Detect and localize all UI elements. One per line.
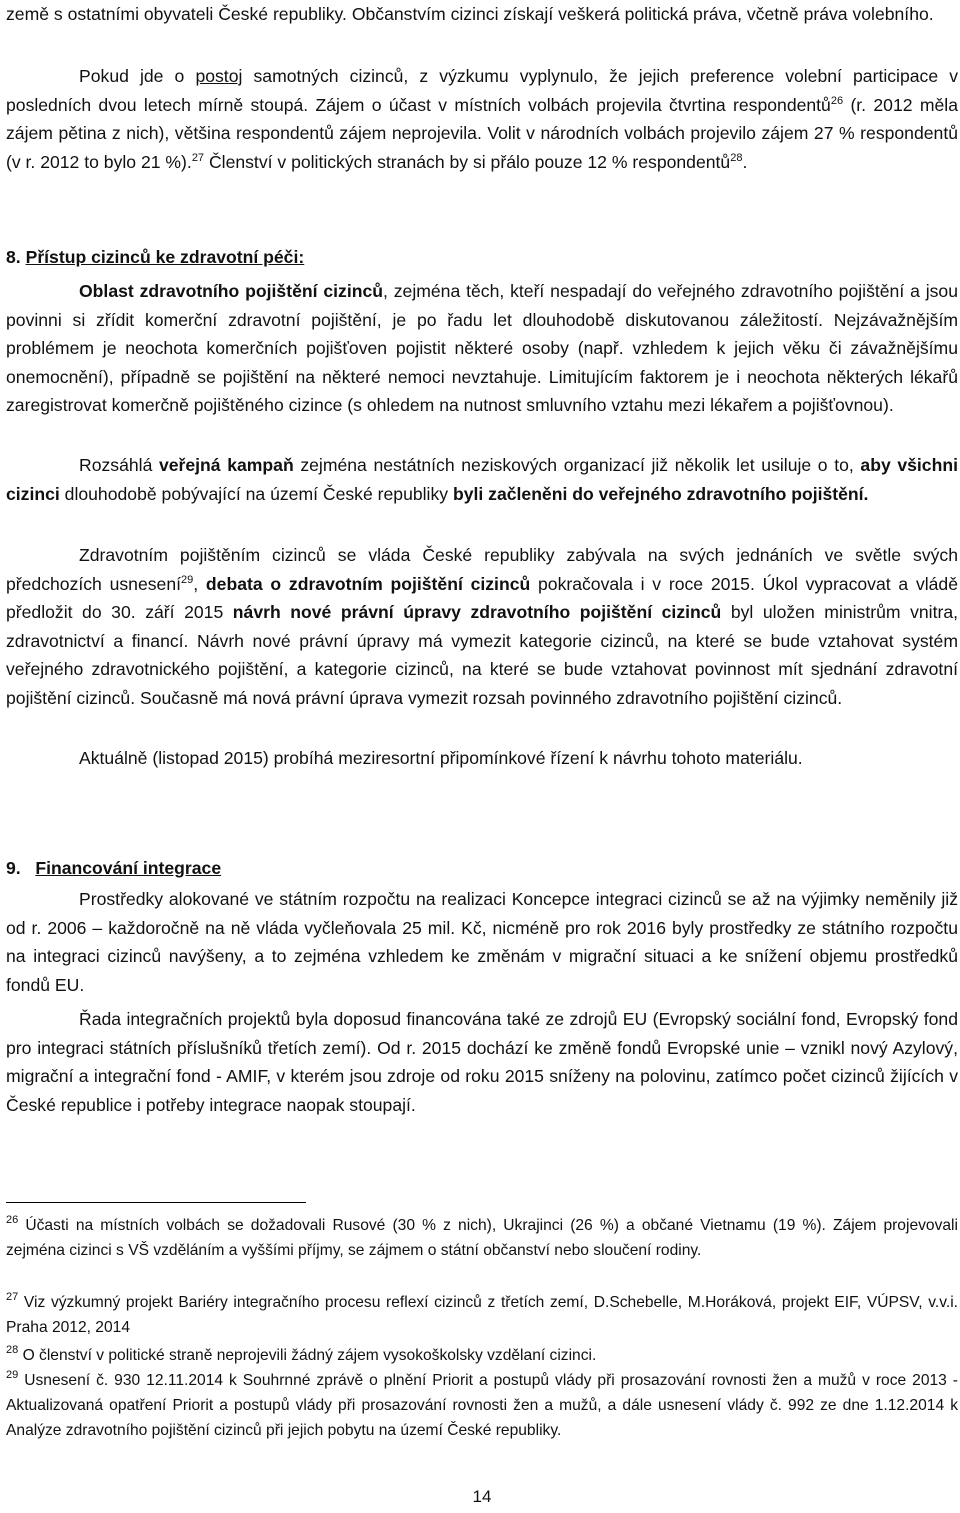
- paragraph-budget: [6, 885, 958, 999]
- section-title: Financování integrace: [35, 858, 222, 878]
- footnote-29: [6, 1368, 958, 1443]
- paragraph-public-campaign: [6, 451, 958, 508]
- paragraph-citizenship: [6, 0, 958, 29]
- footnote-number: 29: [6, 1369, 19, 1381]
- text-run: zejména nestátních neziskových organizací již několik let usiluje o to,: [293, 455, 861, 475]
- footnote-ref-29: 29: [181, 573, 194, 586]
- text-run: samotných cizinců, z výzkumu vyplynulo, že jejich preference volební participace v posledních dvou letech mírně stoupá. Zájem o účast v místních volbách projevila čtvrtina respondentů: [6, 66, 958, 115]
- paragraph-text: země s ostatními obyvateli České republiky. Občanstvím cizinci získají veškerá politická práva, včetně práva volebního.: [6, 4, 934, 24]
- footnote-number: 26: [6, 1214, 19, 1226]
- paragraph-eu-funds: [6, 1005, 958, 1119]
- section-number: 9.: [6, 858, 21, 878]
- paragraph-government-debate: [6, 541, 958, 712]
- footnote-ref-27: 27: [191, 151, 205, 164]
- footnote-ref-28: 28: [730, 151, 743, 164]
- footnote-number: 27: [6, 1291, 19, 1303]
- bold-phrase: veřejná kampaň: [158, 455, 294, 475]
- bold-phrase: byli začleněni do veřejného zdravotního pojištění.: [452, 483, 869, 504]
- footnote-ref-26: 26: [830, 94, 844, 107]
- bold-phrase: návrh nové právní úpravy zdravotního pojištění cizinců: [232, 602, 722, 622]
- section-number: 8.: [6, 247, 21, 267]
- text-run: , zejména těch, kteří nespadají do veřejného zdravotního pojištění a jsou povinni si zřídit komerční zdravotní pojištění, je po řadu let dlouhodobě diskutovanou záležitostí. Nejzávažnějším problémem je neochota komerčních pojišťoven pojistit některé osoby (např. vzhledem k jejich věku či závažnějšímu onemocnění), případně se pojištění na některé nemoci nevztahuje. Limitujícím faktorem je i neochota některých lékařů zaregistrovat komerčně pojištěného cizince (s ohledem na nutnost smluvního vztahu mezi lékařem a pojišťovnou).: [6, 281, 958, 415]
- text-run: ,: [193, 573, 206, 594]
- paragraph-voting-preferences: [6, 62, 958, 176]
- text-run: Řada integračních projektů byla doposud financována také ze zdrojů EU (Evropský sociální fond, Evropský fond pro integraci státních příslušníků třetích zemí). Od r. 2015 dochází ke změně fondů Evropské unie – vznikl nový Azylový, migrační a integrační fond - AMIF, v kterém jsou zdroje od roku 2015 sníženy na polovinu, zatímco počet cizinců žijících v České republice i potřeby integrace naopak stoupají.: [6, 1009, 958, 1115]
- text-run: (r. 2012 měla zájem pětina z nich), většina respondentů zájem neprojevila. Volit v národních volbách projevilo zájem 27 % respondentů (v r. 2012 to bylo 21 %).: [6, 94, 959, 172]
- footnote-text: O členství v politické straně neprojevili žádný zájem vysokoškolsky vzdělaní cizinci.: [18, 1347, 597, 1364]
- bold-phrase: Oblast zdravotního pojištění cizinců: [79, 281, 383, 301]
- footnote-text: Účasti na místních volbách se dožadovali Rusové (30 % z nich), Ukrajinci (26 %) a občané Vietnamu (19 %). Zájem projevovali zejména cizinci s VŠ vzděláním a vyššími příjmy, se zájmem o státní občanství nebo sloučení rodiny.: [6, 1217, 958, 1259]
- footnote-number: 28: [6, 1344, 19, 1356]
- paragraph-current-status: [6, 744, 958, 773]
- page-number: 14: [472, 1487, 492, 1506]
- text-run: .: [742, 151, 748, 172]
- text-run: Pokud jde o: [79, 66, 196, 86]
- text-run: Aktuálně (listopad 2015) probíhá meziresortní připomínkové řízení k návrhu tohoto materiálu.: [79, 748, 803, 768]
- section-9-heading: [6, 854, 221, 883]
- footnote-27: [6, 1290, 958, 1340]
- bold-phrase: debata o zdravotním pojištění cizinců: [205, 573, 531, 594]
- footnote-text: Usnesení č. 930 12.11.2014 k Souhrnné zprávě o plnění Priorit a postupů vlády při prosazování rovnosti žen a mužů v roce 2013 - Aktualizovaná opatření Priorit a postupů vlády při prosazování rovnosti žen a mužů, a dále usnesení vlády č. 992 ze dne 1.12.2014 k Analýze zdravotního pojištění cizinců při jejich pobytu na území České republiky.: [6, 1372, 958, 1439]
- text-run: Členství v politických stranách by si přálo pouze 12 % respondentů: [204, 151, 731, 172]
- paragraph-health-insurance: [6, 277, 958, 420]
- section-8-heading: [6, 243, 304, 272]
- text-run: byl uložen ministrům vnitra, zdravotnictví a financí. Návrh nové právní úpravy má vymezit kategorie cizinců, na které se bude vztahovat systém veřejného zdravotnického pojištění, a kategorie cizinců, na které se bude vztahovat povinnost mít sjednání zdravotní pojištění cizinců. Současně má nová právní úprava vymezit rozsah povinného zdravotního pojištění cizinců.: [6, 602, 959, 708]
- footnote-26: [6, 1213, 958, 1263]
- underlined-word: postoj: [195, 66, 243, 86]
- text-run: dlouhodobě pobývající na území České republiky: [59, 483, 453, 504]
- text-run: pokračovala i v roce 2015. Úkol vypracovat a vládě předložit do 30. září 2015: [6, 573, 959, 622]
- text-run: Rozsáhlá: [79, 455, 159, 475]
- text-run: Prostředky alokované ve státním rozpočtu na realizaci Koncepce integraci cizinců se až na výjimky neměnily již od r. 2006 – každoročně na ně vláda vyčleňovala 25 mil. Kč, nicméně pro rok 2016 byly prostředky ze státního rozpočtu na integraci cizinců navýšeny, a to zejména vzhledem ke změnám v migrační situaci a ke snížení objemu prostředků fondů EU.: [6, 889, 958, 995]
- footnote-text: Viz výzkumný projekt Bariéry integračního procesu reflexí cizinců z třetích zemí, D.Schebelle, M.Horáková, projekt EIF, VÚPSV, v.v.i. Praha 2012, 2014: [6, 1294, 958, 1336]
- bold-phrase: aby všichni cizinci: [6, 455, 958, 504]
- footnote-divider: [6, 1202, 306, 1203]
- footnote-28: [6, 1343, 958, 1368]
- text-run: Zdravotním pojištěním cizinců se vláda České republiky zabývala na svých jednáních ve světle svých předchozích usnesení: [6, 545, 958, 594]
- section-title: Přístup cizinců ke zdravotní péči:: [25, 247, 305, 267]
